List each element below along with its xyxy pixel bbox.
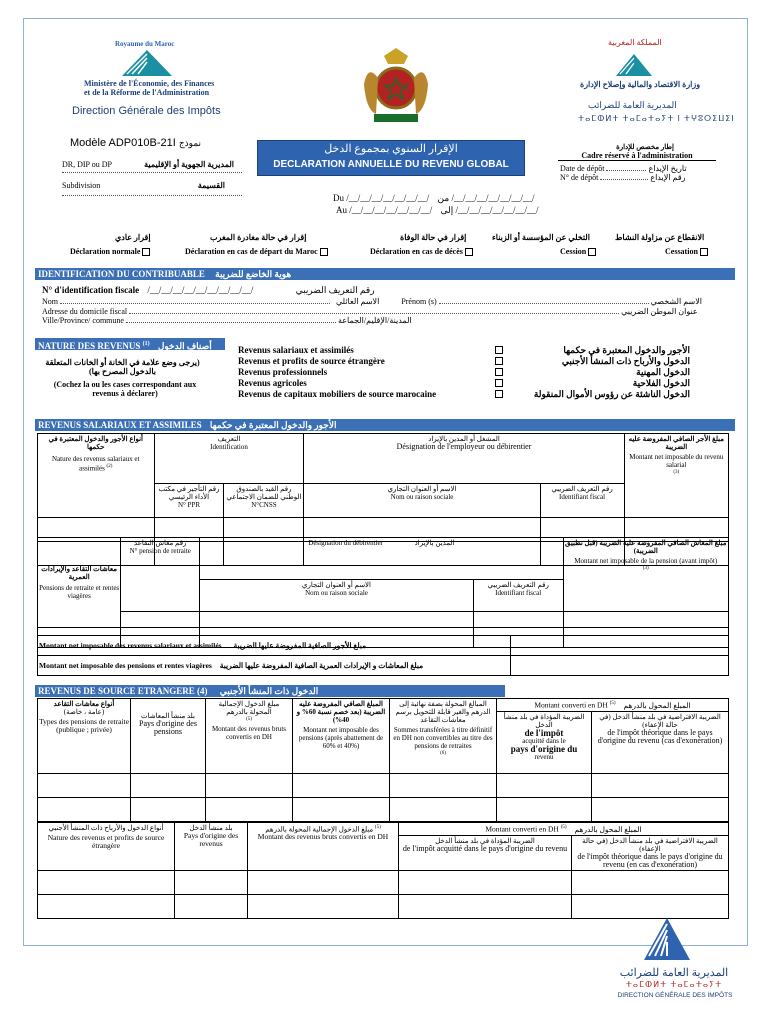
model-ar: نموذج	[178, 138, 202, 148]
dr-dots	[62, 172, 242, 173]
sal-col-nature-fr: Nature des revenus salariaux et assimilés	[52, 455, 140, 473]
sal-col-employer-ar: المشغل أو المدين بالإيراد	[428, 435, 500, 443]
total-pensions-fr: Montant net imposable des pensions et rentes viagères	[39, 660, 212, 670]
pen-col-num-ar: رقم معاش التقاعد	[134, 539, 187, 547]
fp-col-theo	[592, 711, 729, 773]
nature-item-0-fr: Revenus salariaux et assimilés	[238, 345, 354, 355]
ville-ar: المدينة/الإقليم/الجماعة	[337, 316, 412, 325]
fp-col-transf-sup: (6)	[440, 751, 446, 756]
fp-col-brut	[206, 699, 293, 774]
nature-header	[35, 338, 225, 350]
pen-col-debit	[200, 538, 563, 580]
fr-col-nature-ar: أنواع الدخول والأرباح ذات المنشأ الأجنبي	[48, 824, 164, 832]
fp-col-theo-fr: de l'impôt théorique dans le pays d'origine du revenu (cas d'exonération)	[597, 727, 723, 745]
footer-pyramid-icon	[642, 916, 692, 962]
pen-col-montant	[563, 538, 728, 612]
sal-col-montant-fr: Montant net imposable du revenu salarial	[629, 453, 724, 469]
fp-row-2	[38, 797, 729, 821]
prenom-field[interactable]	[439, 303, 649, 304]
pensions-table	[37, 537, 729, 648]
admin-date-label: Date de dépôt	[560, 164, 605, 173]
fr-row-2	[38, 894, 729, 918]
fp-cell[interactable]	[206, 773, 293, 797]
date-to-field[interactable]: /__/__/__/__/__/__/__/	[349, 205, 433, 215]
fp-col-types-ar2: (عامة ، خاصة)	[63, 708, 105, 716]
sal-col-if-ar: رقم التعريف الضريبي	[551, 485, 613, 493]
fp-cell[interactable]	[131, 773, 206, 797]
ministry-line1: Ministère de l'Économie, des Finances	[84, 79, 215, 88]
decl-type-ar-4: الانقطاع عن مزاولة النشاط	[615, 233, 705, 242]
adresse-ar: عنوان الموطن الضريبي	[621, 307, 698, 316]
dgi-pyramid-icon	[122, 50, 172, 76]
nature-note-fr: (Cochez la ou les cases correspondant aux revenus à déclarer)	[53, 380, 197, 398]
total-row-salaries	[38, 636, 729, 656]
fr-col-nature-fr: Nature des revenus et profits de source étrangère	[47, 833, 165, 850]
fp-cell[interactable]	[293, 773, 390, 797]
admin-num-row	[556, 173, 718, 182]
if-row	[42, 285, 375, 295]
fr-row-1	[38, 870, 729, 894]
pen-col-pension-fr: Pensions de retraite et rentes viagères	[39, 584, 120, 600]
pen-cell[interactable]	[563, 612, 728, 628]
nom-label: Nom	[42, 297, 58, 306]
foreign-pensions-table	[37, 698, 729, 822]
footer-logo	[600, 916, 740, 1016]
min-label: من	[437, 193, 450, 203]
sal-col-if	[540, 484, 624, 518]
right-pyramid-icon	[616, 54, 652, 76]
sal-col-employer	[304, 434, 624, 484]
decl-type-3[interactable]	[560, 247, 596, 256]
sal-col-nom-fr: Nom ou raison sociale	[390, 493, 454, 501]
ministry-line2: et de la Réforme de l'Administration	[84, 88, 210, 97]
sal-col-ident	[154, 434, 304, 484]
fp-col-net	[293, 699, 390, 774]
form-title-ar: الإقرار السنوي بمجموع الدخل	[324, 143, 458, 155]
nature-title: NATURE DES REVENUS	[38, 341, 141, 351]
sal-col-ppr-fr: N° PPR	[177, 501, 200, 509]
ville-row	[42, 316, 412, 325]
nature-item-1-checkbox[interactable]	[495, 357, 503, 365]
salaries-title-ar: الأجور والدخول المعتبرة في حكمها	[209, 420, 337, 430]
form-title-fr: DECLARATION ANNUELLE DU REVENU GLOBAL	[273, 159, 509, 170]
nom-field[interactable]	[60, 303, 330, 304]
pen-col-debit-fr: Désignation du débirentier	[308, 539, 383, 547]
fp-col-acq-fr2: acquitté dans le	[522, 736, 566, 745]
nature-item-1-ar: الدخول والأرباح ذات المنشأ الأجنبي	[561, 356, 690, 366]
model-label	[70, 137, 201, 149]
sal-col-if-fr: Identifiant fiscal	[559, 493, 606, 501]
nature-item-0-ar: الأجور والدخول المعتبرة في حكمها	[563, 345, 690, 355]
nature-item-3-fr: Revenus agricoles	[238, 378, 307, 388]
pen-col-debit-ar: المدين بالإيراد	[414, 539, 455, 547]
salaries-title: REVENUS SALARIAUX ET ASSIMILES	[38, 420, 202, 430]
nature-item-4-checkbox[interactable]	[495, 390, 503, 398]
fp-col-pays-fr: Pays d'origine des pensions	[139, 719, 197, 736]
pen-col-montant-fr: Montant net imposable de la pension (avant impôt)	[574, 557, 718, 565]
nature-item-3-ar: الدخول الفلاحية	[632, 378, 690, 388]
fr-col-theo	[572, 835, 729, 870]
dr-label: DR, DIP ou DP	[62, 160, 112, 169]
form-title-box	[257, 140, 525, 176]
foreign-sup: (4)	[197, 686, 208, 696]
fr-cell[interactable]	[248, 894, 399, 918]
date-from-field-ar[interactable]: /__/__/__/__/__/__/__/	[451, 193, 535, 203]
sal-col-cnss-fr: N°CNSS	[251, 501, 277, 509]
pen-col-nom-ar: الاسم أو العنوان التجاري	[301, 581, 371, 589]
pen-row-1	[38, 612, 729, 628]
pen-col-nom	[200, 580, 474, 612]
pen-col-if-ar: رقم التعريف الضريبي	[487, 581, 549, 589]
fp-cell[interactable]	[390, 773, 497, 797]
identification-title: IDENTIFICATION DU CONTRIBUABLE	[38, 269, 205, 279]
ville-label: Ville/Province/ commune	[42, 316, 124, 325]
fr-cell[interactable]	[399, 870, 572, 894]
royal-emblem-icon	[354, 44, 438, 128]
total-salaries-ar: مبلغ الأجور الصافية المفروضة عليها الضريبة	[233, 640, 367, 650]
fr-col-conv-ar: المبلغ المحول بالدرهم	[574, 824, 642, 834]
nature-item-1-fr: Revenus et profits de source étrangère	[238, 356, 385, 366]
fp-col-transf	[390, 699, 497, 774]
decl-type-label-2: Déclaration en cas de décès	[370, 247, 463, 256]
sal-col-montant	[624, 434, 728, 518]
ar-dgi-label: المديرية العامة للضرائب	[588, 100, 677, 110]
fp-cell[interactable]	[497, 773, 592, 797]
if-label: N° d'identification fiscale	[42, 285, 140, 295]
pen-cell[interactable]	[200, 612, 474, 628]
fr-cell[interactable]	[399, 894, 572, 918]
sal-col-cnss-ar: رقم القيد بالصندوق الوطني للضمان الاجتماعي	[226, 485, 302, 501]
decl-type-ar-1: إقرار في حالة مغادرة المغرب	[210, 233, 307, 242]
fr-col-brut-sup: (5)	[374, 825, 381, 830]
pen-col-num	[121, 538, 200, 612]
fp-cell[interactable]	[38, 773, 131, 797]
fr-col-brut-ar: مبلغ الدخول الإجمالية المحولة بالدرهم	[265, 825, 374, 834]
decl-type-ar-0: إقرار عادي	[115, 233, 151, 242]
foreign-title-ar: الدخول ذات المنشأ الأجنبي	[219, 686, 319, 696]
fp-col-pays-ar: بلد منشأ المعاشات	[141, 712, 195, 720]
sal-col-ident-fr: Identification	[210, 443, 248, 451]
sal-col-ppr	[154, 484, 224, 518]
fp-col-net-fr: Montant net imposable des pensions (après abattement de 60% et 40%)	[298, 726, 384, 750]
fr-col-acq-ar: الضريبة المؤداة في بلد منشأ الدخل	[435, 836, 535, 845]
sal-col-montant-sup: (3)	[673, 470, 680, 475]
pen-col-num-fr: N° pension de retraite	[129, 547, 191, 555]
fp-row-1	[38, 773, 729, 797]
foreign-header	[35, 685, 505, 697]
identification-header	[35, 268, 735, 280]
fp-col-net-ar: المبلغ الصافي المفروضة عليه الضريبة (بعد خصم نسبة 60% و 40%)	[296, 700, 386, 724]
fr-col-conv	[399, 823, 729, 836]
du-label: Du	[333, 193, 344, 203]
foreign-profits-table	[37, 822, 729, 919]
fr-col-theo-fr: de l'impôt théorique dans le pays d'origine du revenu (en cas d'exonération)	[577, 851, 723, 869]
tifinagh-label: ⵜⴰⵎⵀⵍⵜ ⵜⴰⵎⴰⵜⴰⵢⵜ ⵏ ⵜⵖⵓⵔⵉⵡⵉⵏ	[578, 114, 735, 123]
total-salaries-label	[38, 636, 511, 656]
admin-box-ar: إطار مخصص للإدارة	[616, 143, 674, 151]
prenom-label: Prénom (s)	[401, 297, 437, 306]
pen-col-montant-sup: (3)	[642, 566, 649, 571]
sal-col-nature	[38, 434, 155, 518]
fp-col-types-ar: أنواع معاشات التقاعد	[53, 700, 115, 708]
decl-type-checkbox-3[interactable]	[588, 248, 596, 256]
decl-type-1[interactable]	[185, 247, 328, 256]
if-ar: رقم التعريف الضريبي	[295, 285, 375, 295]
decl-type-label-4: Cessation	[665, 247, 698, 256]
date-to-field-ar[interactable]: /__/__/__/__/__/__/__/	[455, 205, 539, 215]
decl-type-label-1: Déclaration en cas de départ du Maroc	[185, 247, 318, 256]
pen-col-pension-ar: معاشات التقاعد والإيرادات العمرية	[41, 565, 118, 581]
right-logo	[560, 36, 735, 131]
nature-title-ar: أصناف الدخول	[157, 341, 212, 351]
ar-kingdom-label: المملكة المغربية	[608, 38, 662, 47]
fp-col-conv-ar: المبلغ المحول بالدرهم	[623, 700, 691, 710]
pen-col-nom-fr: Nom ou raison sociale	[305, 589, 368, 597]
pen-cell[interactable]	[473, 612, 563, 628]
sal-col-nature-ar: أنواع الأجور والدخول المعتبرة في حكمها	[48, 435, 143, 451]
period-from	[333, 193, 534, 203]
fr-col-brut	[248, 823, 399, 871]
sal-col-nom	[304, 484, 540, 518]
decl-type-label-3: Cession	[560, 247, 587, 256]
au-label: Au	[336, 205, 347, 215]
admin-box-fr: Cadre réservé à l'administration	[558, 151, 716, 161]
fr-col-conv-fr: Montant converti en DH	[485, 824, 559, 834]
pen-col-if	[473, 580, 563, 612]
sal-col-nom-ar: الاسم أو العنوان التجاري	[387, 485, 457, 493]
fp-cell[interactable]	[38, 797, 131, 821]
fr-cell[interactable]	[38, 894, 175, 918]
total-salaries-fr: Montant net imposable des revenus salariaux et assimilés	[39, 640, 222, 650]
pen-cell[interactable]	[121, 612, 200, 628]
fp-cell[interactable]	[592, 773, 729, 797]
fr-col-acq	[399, 835, 572, 870]
nature-item-4-ar: الدخول الناشئة عن رؤوس الأموال المنقولة	[533, 389, 690, 399]
admin-num-ar: رقم الإيداع	[650, 173, 686, 182]
fr-col-pays-fr: Pays d'origine des revenus	[183, 831, 239, 848]
fp-col-types	[38, 699, 131, 774]
admin-num-label: N° de dépôt	[560, 173, 599, 182]
salaries-header	[35, 419, 735, 431]
total-pensions-ar: مبلغ المعاشات و الإيرادات العمرية الصافية المفروضة عليها الضريبة	[219, 660, 424, 670]
decl-type-ar-3: التخلي عن المؤسسة أو الزبناء	[492, 233, 590, 242]
fr-col-nature	[38, 823, 175, 871]
admin-date-row	[556, 164, 718, 173]
decl-type-checkbox-1[interactable]	[320, 248, 328, 256]
sal-col-employer-fr: Désignation de l'employeur ou débirentier	[396, 442, 532, 451]
fr-col-pays-ar: بلد منشأ الدخل	[189, 824, 233, 832]
nom-row	[42, 297, 722, 306]
fp-col-brut-ar: مبلغ الدخول الإجمالية المحولة بالدرهم	[218, 700, 280, 716]
fp-col-theo-ar: الضريبة الافتراضية في بلد منشأ الدخل (في حالة الإعفاء)	[599, 712, 721, 729]
fp-cell[interactable]	[293, 797, 390, 821]
total-pensions-value[interactable]	[511, 656, 729, 676]
total-pensions-label	[38, 656, 511, 676]
fp-col-brut-sup: (5)	[246, 717, 252, 722]
fr-cell[interactable]	[38, 870, 175, 894]
fr-col-acq-fr: de l'impôt acquitté dans le pays d'origine du revenu	[402, 843, 568, 853]
nature-item-0-checkbox[interactable]	[495, 346, 503, 354]
admin-num-field[interactable]	[600, 179, 648, 180]
nature-sup: (1)	[142, 341, 150, 347]
ar-ministry-label: وزارة الاقتصاد والمالية وإصلاح الإدارة	[580, 80, 701, 89]
fp-cell[interactable]	[206, 797, 293, 821]
pen-col-pension	[38, 538, 121, 628]
sal-col-ident-ar: التعريف	[217, 435, 241, 443]
decl-type-checkbox-2[interactable]	[465, 248, 473, 256]
decl-type-ar-2: إقرار في حالة الوفاة	[400, 233, 467, 242]
fp-col-acq-fr1: de l'impôt	[524, 727, 564, 738]
fp-cell[interactable]	[131, 797, 206, 821]
decl-type-label-0: Déclaration normale	[70, 247, 141, 256]
nature-item-4-fr: Revenus de capitaux mobiliers de source marocaine	[238, 389, 437, 399]
period-to	[336, 205, 539, 215]
nature-note-ar: (يرجى وضع علامة في الخانة أو الخانات المتعلقة بالدخول المصرح بها)	[45, 358, 200, 376]
fr-col-theo-ar: الضريبة الافتراضية في بلد منشأ الدخل (في حالة الإعفاء)	[582, 836, 718, 853]
dr-ar: المديرية الجهوية أو الإقليمية	[144, 160, 234, 169]
decl-type-4[interactable]	[665, 247, 708, 256]
sal-col-montant-ar: مبلغ الأجر الصافي المفروضة عليه الضريبة	[628, 435, 725, 451]
identification-title-ar: هوية الخاضع للضريبة	[215, 269, 292, 279]
fp-col-acq	[497, 711, 592, 773]
fr-cell[interactable]	[175, 870, 248, 894]
nom-ar: الاسم العائلي	[336, 297, 380, 306]
sal-col-nature-sup: (2)	[106, 464, 113, 469]
adresse-field[interactable]	[129, 313, 619, 314]
sal-col-ppr-ar: رقم التأجير في مكتب الأداء الرئيسي	[158, 485, 220, 501]
fp-cell[interactable]	[592, 797, 729, 821]
fp-col-transf-fr: Sommes transférées à titre définitif en DH non convertibles au titre des pensions de retraites	[393, 726, 493, 750]
if-field[interactable]: /__/__/__/__/__/__/__/__/__/	[147, 285, 254, 295]
admin-date-ar: تاريخ الإيداع	[648, 164, 687, 173]
model-code: Modèle ADP010B-21I	[70, 137, 176, 149]
sal-col-cnss	[224, 484, 304, 518]
ville-field[interactable]	[126, 322, 336, 323]
fr-cell[interactable]	[175, 894, 248, 918]
fp-col-conv-sup: (5)	[609, 701, 616, 706]
fr-cell[interactable]	[572, 870, 729, 894]
fp-col-acq-fr3: pays d'origine du	[510, 743, 578, 754]
fp-cell[interactable]	[497, 797, 592, 821]
nature-item-2-ar: الدخول المهنية	[636, 367, 690, 377]
fr-col-pays	[175, 823, 248, 871]
fp-col-acq-fr4: revenu	[534, 752, 554, 761]
decl-type-checkbox-0[interactable]	[142, 248, 150, 256]
fr-col-conv-sup: (5)	[560, 825, 567, 830]
fr-cell[interactable]	[248, 870, 399, 894]
admin-date-field[interactable]	[606, 170, 646, 171]
adresse-label: Adresse du domicile fiscal	[42, 307, 128, 316]
foreign-title: REVENUS DE SOURCE ETRANGERE	[38, 686, 195, 696]
left-logo	[70, 38, 230, 118]
subdivision-ar: القسيمة	[197, 181, 225, 190]
decl-type-2[interactable]	[370, 247, 473, 256]
fp-col-types-fr: Types des pensions de retraite (publique ; privée)	[39, 717, 129, 734]
total-salaries-value[interactable]	[511, 636, 729, 656]
nature-item-2-checkbox[interactable]	[495, 368, 503, 376]
fp-col-conv-fr: Montant converti en DH	[534, 700, 608, 710]
admin-box	[556, 143, 718, 187]
nature-item-2-fr: Revenus professionnels	[238, 367, 328, 377]
fr-cell[interactable]	[572, 894, 729, 918]
fp-cell[interactable]	[390, 797, 497, 821]
ila-label: إلى	[440, 205, 454, 215]
footer-ar: المديرية العامة للضرائب	[619, 967, 729, 979]
subdivision-label: Subdivision	[62, 181, 101, 190]
prenom-ar: الاسم الشخصي	[650, 297, 703, 306]
footer-fr: DIRECTION GÉNÉRALE DES IMPÔTS	[617, 992, 733, 999]
date-from-field[interactable]: /__/__/__/__/__/__/__/	[346, 193, 430, 203]
decl-type-0[interactable]	[70, 247, 150, 256]
pen-col-montant-ar: مبلغ المعاش الصافي المفروضة عليه الضريبة (قبل تطبيق الضريبة)	[565, 539, 727, 555]
pen-col-if-fr: Identifiant fiscal	[495, 589, 542, 597]
fp-col-brut-fr: Montant des revenus bruts convertis en DH	[211, 725, 287, 742]
fp-col-pays	[131, 699, 206, 774]
footer-tifinagh: ⵜⴰⵎⵀⵍⵜ ⵜⴰⵎⴰⵜⴰⵢⵜ	[625, 980, 723, 989]
subdivision-dots	[62, 195, 242, 196]
fp-col-conv	[497, 699, 729, 712]
nature-item-3-checkbox[interactable]	[495, 379, 503, 387]
decl-type-checkbox-4[interactable]	[700, 248, 708, 256]
adresse-row	[42, 307, 698, 316]
kingdom-label: Royaume du Maroc	[115, 40, 175, 48]
total-row-pensions	[38, 656, 729, 676]
fp-col-acq-ar: الضريبة المؤداة في بلد منشأ الدخل	[503, 712, 585, 729]
fp-col-transf-ar: المبالغ المحولة بصفة نهائية إلى الدرهم والغير قابلة للتحويل برسم معاشات التقاعد	[395, 700, 491, 724]
dgi-label: Direction Générale des Impôts	[72, 105, 221, 117]
totals-table	[37, 635, 729, 676]
fr-col-brut-fr: Montant des revenus bruts convertis en DH	[257, 832, 389, 842]
